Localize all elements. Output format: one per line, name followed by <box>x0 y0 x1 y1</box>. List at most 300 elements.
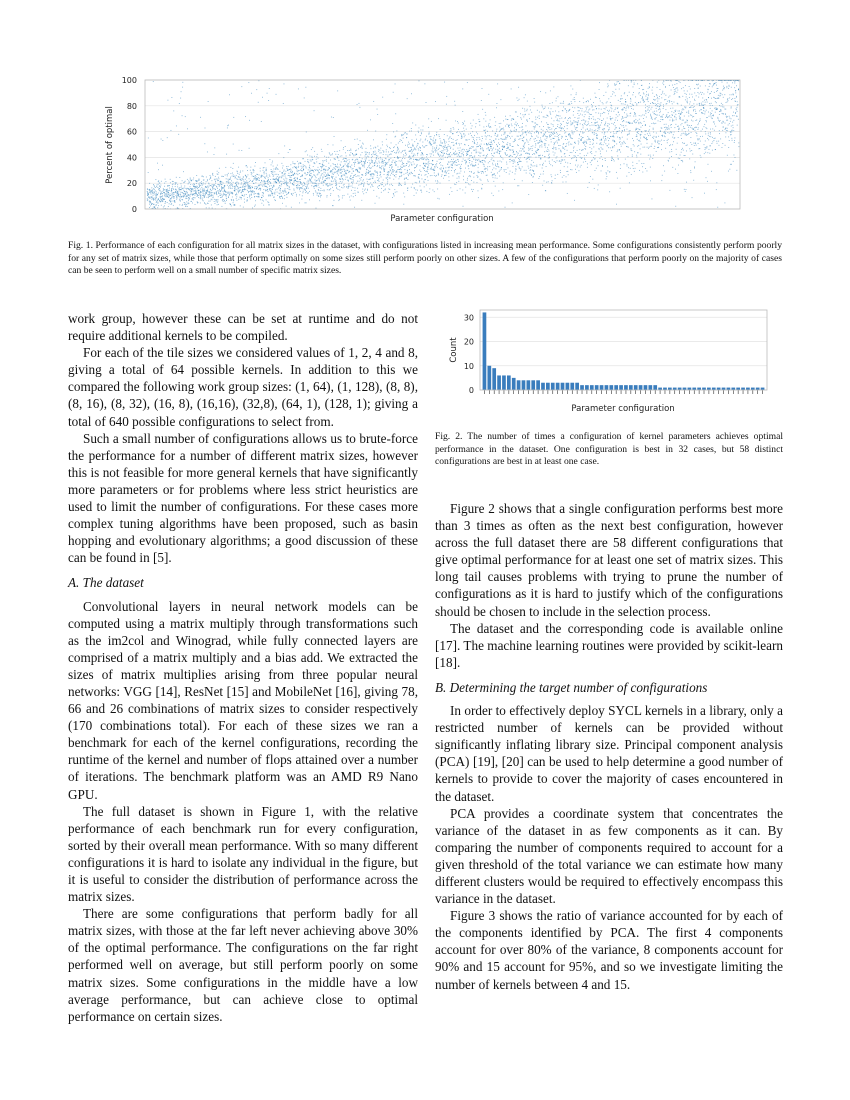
data-point <box>151 199 152 200</box>
data-point <box>278 169 279 170</box>
data-point <box>567 162 568 163</box>
data-point <box>624 130 625 131</box>
data-point <box>249 148 250 149</box>
data-point <box>306 202 307 203</box>
data-point <box>487 175 488 176</box>
data-point <box>383 163 384 164</box>
data-point <box>595 97 596 98</box>
data-point <box>256 89 257 90</box>
data-point <box>246 165 247 166</box>
data-point <box>322 166 323 167</box>
data-point <box>147 198 148 199</box>
data-point <box>442 156 443 157</box>
data-point <box>594 159 595 160</box>
data-point <box>530 109 531 110</box>
data-point <box>379 197 380 198</box>
data-point <box>172 192 173 193</box>
data-point <box>216 201 217 202</box>
data-point <box>294 178 295 179</box>
data-point <box>542 155 543 156</box>
data-point <box>182 204 183 205</box>
data-point <box>660 109 661 110</box>
data-point <box>383 190 384 191</box>
data-point <box>566 171 567 172</box>
data-point <box>420 135 421 136</box>
data-point <box>346 165 347 166</box>
data-point <box>162 195 163 196</box>
data-point <box>600 151 601 152</box>
data-point <box>308 169 309 170</box>
data-point <box>502 149 503 150</box>
data-point <box>320 193 321 194</box>
data-point <box>283 171 284 172</box>
data-point <box>170 179 171 180</box>
data-point <box>357 139 358 140</box>
data-point <box>262 175 263 176</box>
data-point <box>506 162 507 163</box>
data-point <box>542 105 543 106</box>
data-point <box>639 140 640 141</box>
data-point <box>310 179 311 180</box>
data-point <box>236 183 237 184</box>
data-point <box>581 110 582 111</box>
data-point <box>561 118 562 119</box>
data-point <box>251 197 252 198</box>
data-point <box>151 204 152 205</box>
data-point <box>364 167 365 168</box>
data-point <box>433 143 434 144</box>
data-point <box>403 138 404 139</box>
data-point <box>229 193 230 194</box>
data-point <box>499 171 500 172</box>
data-point <box>285 178 286 179</box>
data-point <box>202 190 203 191</box>
data-point <box>200 182 201 183</box>
data-point <box>195 190 196 191</box>
data-point <box>157 202 158 203</box>
data-point <box>196 194 197 195</box>
data-point <box>490 139 491 140</box>
data-point <box>282 173 283 174</box>
data-point <box>290 182 291 183</box>
data-point <box>470 176 471 177</box>
data-point <box>314 162 315 163</box>
data-point <box>558 139 559 140</box>
data-point <box>290 169 291 170</box>
data-point <box>353 162 354 163</box>
data-point <box>428 165 429 166</box>
data-point <box>521 154 522 155</box>
data-point <box>375 203 376 204</box>
data-point <box>540 140 541 141</box>
data-point <box>640 95 641 96</box>
data-point <box>255 175 256 176</box>
data-point <box>450 136 451 137</box>
data-point <box>599 144 600 145</box>
data-point <box>199 183 200 184</box>
data-point <box>617 116 618 117</box>
data-point <box>223 183 224 184</box>
data-point <box>372 166 373 167</box>
data-point <box>256 180 257 181</box>
data-point <box>357 104 358 105</box>
data-point <box>327 144 328 145</box>
data-point <box>388 188 389 189</box>
data-point <box>583 142 584 143</box>
data-point <box>434 166 435 167</box>
data-point <box>296 194 297 195</box>
data-point <box>436 148 437 149</box>
data-point <box>614 140 615 141</box>
data-point <box>559 121 560 122</box>
data-point <box>490 144 491 145</box>
data-point <box>456 173 457 174</box>
data-point <box>501 161 502 162</box>
data-point <box>456 132 457 133</box>
data-point <box>428 180 429 181</box>
data-point <box>624 112 625 113</box>
data-point <box>649 110 650 111</box>
data-point <box>542 106 543 107</box>
data-point <box>559 127 560 128</box>
data-point <box>534 154 535 155</box>
data-point <box>439 163 440 164</box>
data-point <box>426 156 427 157</box>
data-point <box>478 146 479 147</box>
data-point <box>301 166 302 167</box>
data-point <box>353 177 354 178</box>
data-point <box>185 192 186 193</box>
data-point <box>453 129 454 130</box>
data-point <box>598 128 599 129</box>
data-point <box>353 175 354 176</box>
data-point <box>268 100 269 101</box>
data-point <box>442 152 443 153</box>
data-point <box>626 107 627 108</box>
data-point <box>500 156 501 157</box>
data-point <box>428 118 429 119</box>
data-point <box>497 151 498 152</box>
data-point <box>395 161 396 162</box>
data-point <box>424 186 425 187</box>
data-point <box>605 138 606 139</box>
data-point <box>408 162 409 163</box>
data-point <box>617 131 618 132</box>
data-point <box>302 184 303 185</box>
data-point <box>155 205 156 206</box>
data-point <box>194 188 195 189</box>
data-point <box>398 149 399 150</box>
data-point <box>328 157 329 158</box>
data-point <box>603 118 604 119</box>
data-point <box>326 185 327 186</box>
data-point <box>369 160 370 161</box>
data-point <box>260 199 261 200</box>
data-point <box>541 146 542 147</box>
data-point <box>264 180 265 181</box>
data-point <box>425 171 426 172</box>
data-point <box>604 132 605 133</box>
data-point <box>393 171 394 172</box>
data-point <box>419 159 420 160</box>
data-point <box>569 104 570 105</box>
data-point <box>630 115 631 116</box>
data-point <box>584 116 585 117</box>
data-point <box>458 181 459 182</box>
data-point <box>267 187 268 188</box>
data-point <box>383 161 384 162</box>
data-point <box>637 132 638 133</box>
data-point <box>372 162 373 163</box>
data-point <box>641 98 642 99</box>
data-point <box>417 155 418 156</box>
data-point <box>482 147 483 148</box>
data-point <box>500 130 501 131</box>
data-point <box>380 167 381 168</box>
data-point <box>362 165 363 166</box>
data-point <box>253 172 254 173</box>
data-point <box>216 192 217 193</box>
data-point <box>592 105 593 106</box>
data-point <box>408 147 409 148</box>
data-point <box>216 200 217 201</box>
data-point <box>365 161 366 162</box>
data-point <box>493 195 494 196</box>
data-point <box>607 126 608 127</box>
data-point <box>209 194 210 195</box>
data-point <box>233 202 234 203</box>
data-point <box>556 148 557 149</box>
data-point <box>504 133 505 134</box>
data-point <box>234 188 235 189</box>
data-point <box>428 173 429 174</box>
data-point <box>597 189 598 190</box>
data-point <box>429 136 430 137</box>
data-point <box>509 136 510 137</box>
data-point <box>642 89 643 90</box>
data-point <box>281 186 282 187</box>
data-point <box>418 127 419 128</box>
data-point <box>281 163 282 164</box>
data-point <box>341 140 342 141</box>
data-point <box>317 170 318 171</box>
data-point <box>488 126 489 127</box>
data-point <box>337 171 338 172</box>
data-point <box>356 150 357 151</box>
data-point <box>221 189 222 190</box>
data-point <box>635 168 636 169</box>
data-point <box>582 124 583 125</box>
data-point <box>289 189 290 190</box>
data-point <box>336 187 337 188</box>
data-point <box>633 86 634 87</box>
data-point <box>216 193 217 194</box>
data-point <box>386 151 387 152</box>
data-point <box>205 193 206 194</box>
data-point <box>583 125 584 126</box>
data-point <box>552 133 553 134</box>
data-point <box>538 149 539 150</box>
data-point <box>536 166 537 167</box>
data-point <box>605 109 606 110</box>
data-point <box>564 149 565 150</box>
data-point <box>651 123 652 124</box>
data-point <box>611 156 612 157</box>
data-point <box>455 169 456 170</box>
data-point <box>522 134 523 135</box>
data-point <box>557 134 558 135</box>
data-point <box>348 167 349 168</box>
data-point <box>268 184 269 185</box>
data-point <box>654 96 655 97</box>
data-point <box>463 155 464 156</box>
data-point <box>604 112 605 113</box>
data-point <box>633 140 634 141</box>
data-point <box>649 133 650 134</box>
data-point <box>499 151 500 152</box>
data-point <box>536 136 537 137</box>
data-point <box>345 152 346 153</box>
data-point <box>559 148 560 149</box>
data-point <box>628 147 629 148</box>
data-point <box>208 183 209 184</box>
data-point <box>272 174 273 175</box>
data-point <box>270 183 271 184</box>
data-point <box>569 109 570 110</box>
data-point <box>347 180 348 181</box>
data-point <box>204 203 205 204</box>
data-point <box>351 173 352 174</box>
data-point <box>358 171 359 172</box>
data-point <box>344 170 345 171</box>
data-point <box>634 114 635 115</box>
data-point <box>385 162 386 163</box>
data-point <box>401 140 402 141</box>
data-point <box>581 120 582 121</box>
data-point <box>560 127 561 128</box>
data-point <box>401 176 402 177</box>
data-point <box>429 133 430 134</box>
data-point <box>354 164 355 165</box>
data-point <box>647 97 648 98</box>
data-point <box>635 119 636 120</box>
data-point <box>314 186 315 187</box>
data-point <box>182 82 183 83</box>
data-point <box>409 161 410 162</box>
data-point <box>368 170 369 171</box>
data-point <box>338 175 339 176</box>
data-point <box>585 122 586 123</box>
data-point <box>171 198 172 199</box>
data-point <box>236 178 237 179</box>
data-point <box>457 156 458 157</box>
data-point <box>613 111 614 112</box>
data-point <box>240 187 241 188</box>
data-point <box>208 186 209 187</box>
data-point <box>175 184 176 185</box>
data-point <box>536 131 537 132</box>
data-point <box>250 188 251 189</box>
data-point <box>188 180 189 181</box>
data-point <box>537 124 538 125</box>
data-point <box>455 162 456 163</box>
data-point <box>326 176 327 177</box>
data-point <box>482 88 483 89</box>
data-point <box>579 118 580 119</box>
data-point <box>462 153 463 154</box>
data-point <box>449 194 450 195</box>
data-point <box>247 190 248 191</box>
data-point <box>558 111 559 112</box>
data-point <box>598 125 599 126</box>
data-point <box>302 158 303 159</box>
data-point <box>296 168 297 169</box>
data-point <box>509 133 510 134</box>
data-point <box>348 172 349 173</box>
data-point <box>584 141 585 142</box>
data-point <box>232 186 233 187</box>
data-point <box>249 120 250 121</box>
data-point <box>471 153 472 154</box>
data-point <box>192 194 193 195</box>
data-point <box>442 165 443 166</box>
data-point <box>346 161 347 162</box>
data-point <box>482 171 483 172</box>
data-point <box>517 136 518 137</box>
data-point <box>570 144 571 145</box>
data-point <box>330 166 331 167</box>
data-point <box>369 165 370 166</box>
data-point <box>571 144 572 145</box>
data-point <box>374 163 375 164</box>
data-point <box>375 171 376 172</box>
data-point <box>400 168 401 169</box>
data-point <box>414 154 415 155</box>
data-point <box>288 182 289 183</box>
data-point <box>553 126 554 127</box>
data-point <box>646 99 647 100</box>
data-point <box>315 180 316 181</box>
data-point <box>360 162 361 163</box>
data-point <box>279 185 280 186</box>
data-point <box>455 151 456 152</box>
data-point <box>346 173 347 174</box>
data-point <box>464 160 465 161</box>
data-point <box>634 120 635 121</box>
data-point <box>357 188 358 189</box>
data-point <box>288 166 289 167</box>
data-point <box>309 165 310 166</box>
data-point <box>388 174 389 175</box>
data-point <box>353 180 354 181</box>
data-point <box>577 150 578 151</box>
data-point <box>418 160 419 161</box>
data-point <box>453 127 454 128</box>
data-point <box>236 196 237 197</box>
data-point <box>520 113 521 114</box>
data-point <box>427 176 428 177</box>
data-point <box>462 122 463 123</box>
data-point <box>571 169 572 170</box>
data-point <box>228 188 229 189</box>
data-point <box>487 144 488 145</box>
data-point <box>522 129 523 130</box>
data-point <box>546 138 547 139</box>
data-point <box>636 136 637 137</box>
data-point <box>389 147 390 148</box>
data-point <box>561 124 562 125</box>
data-point <box>541 144 542 145</box>
